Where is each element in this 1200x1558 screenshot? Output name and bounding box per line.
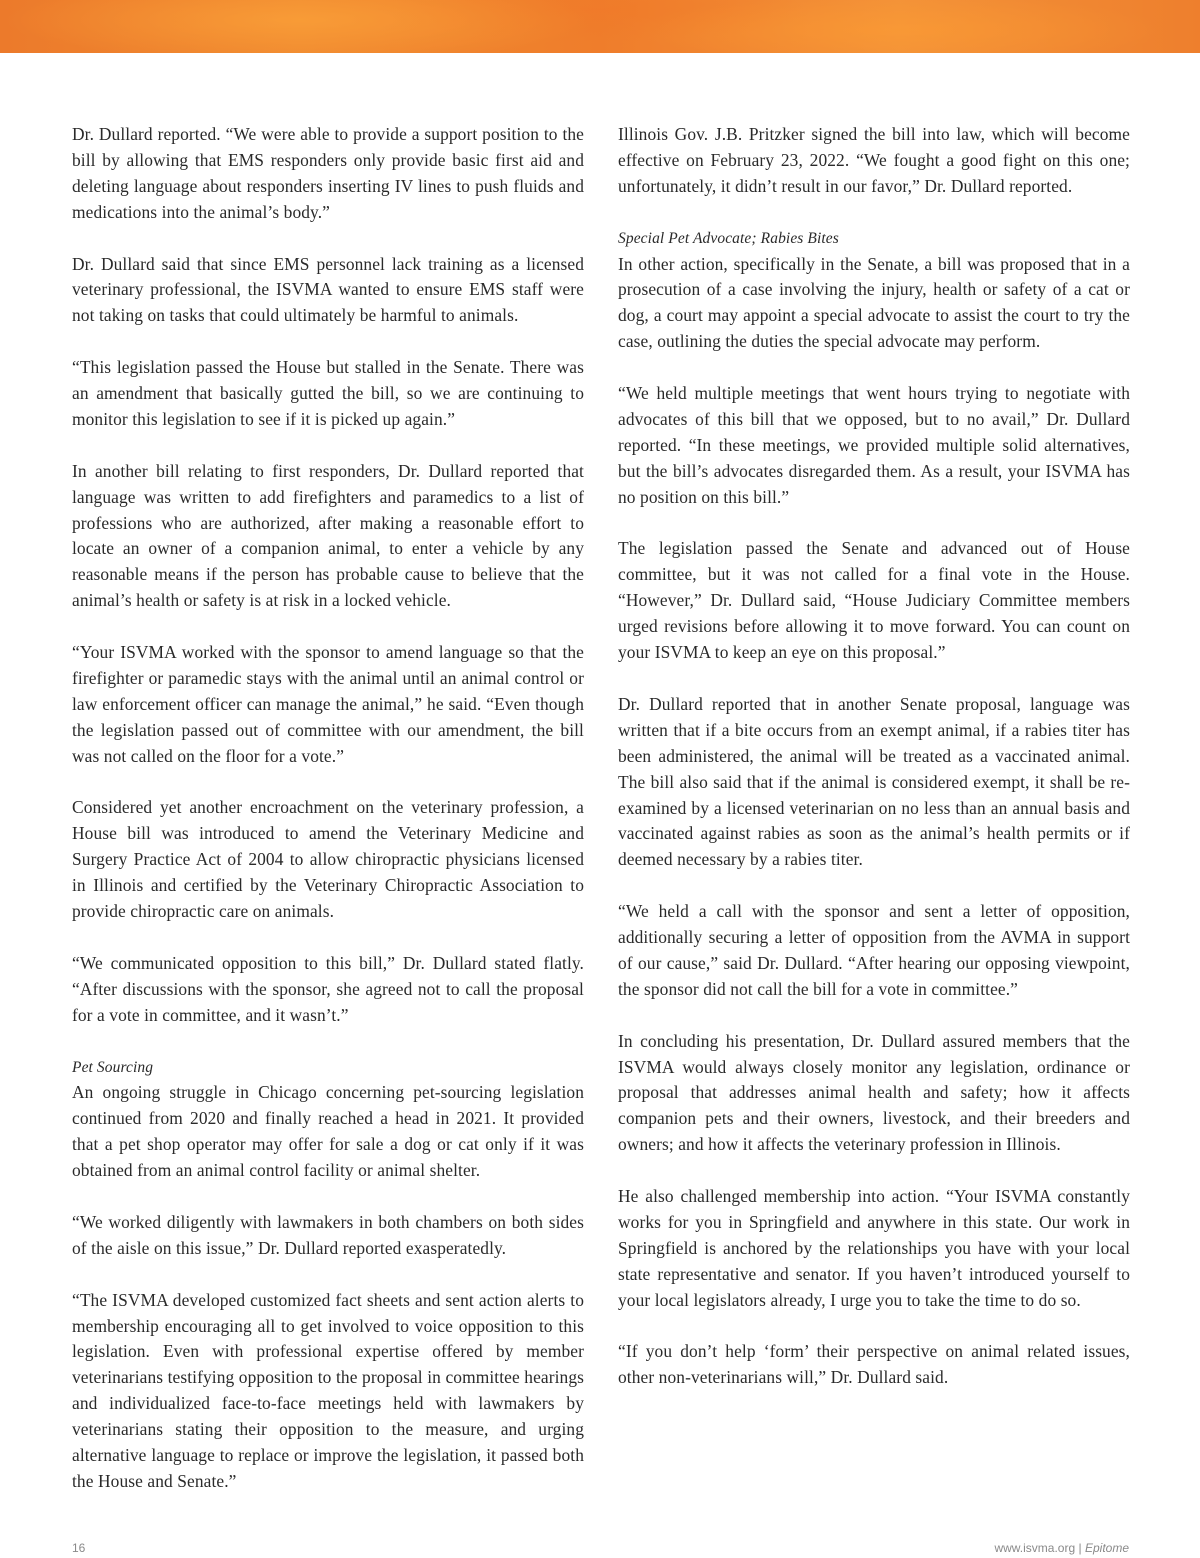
footer-site: www.isvma.org <box>994 1541 1076 1555</box>
article-paragraph: Dr. Dullard said that since EMS personnel lack training as a licensed veterinary professional, the ISVMA wanted to ensure EMS staff were not taking on tasks that could ultimately be harmful to animals. <box>72 253 584 326</box>
article-paragraph: Dr. Dullard reported that in another Senate proposal, language was written that if a bite occurs from an exempt animal, if a rabies titer has been administered, the animal will be treated as a vaccinated animal. The bill also said that if the animal is considered exempt, it shall be re-examined by a licensed veterinarian on no less than an annual basis and vaccinated against rabies as soon as the animal’s health permits or if deemed necessary by a rabies titer. <box>618 693 1130 870</box>
article-paragraph: “We worked diligently with lawmakers in both chambers on both sides of the aisle on this issue,” Dr. Dullard reported exasperatedly. <box>72 1211 584 1258</box>
right-column <box>618 122 1130 1391</box>
article-paragraph: Considered yet another encroachment on the veterinary profession, a House bill was introduced to amend the Veterinary Medicine and Surgery Practice Act of 2004 to allow chiropractic physicians licensed in Illinois and certified by the Veterinary Chiropractic Association to provide chiropractic care on animals. <box>72 797 584 922</box>
article-paragraph: “The ISVMA developed customized fact sheets and sent action alerts to membership encouraging all to get involved to voice opposition to this legislation. Even with professional expertise offered by member veterinarians testifying opposition to the proposal in committee hearings and individualized face-to-face meetings held with lawmakers by veterinarians stating their opposition to the measure, and urging alternative language to replace or improve the legislation, it passed both the House and Senate.” <box>72 1289 584 1491</box>
page-number: 16 <box>72 1541 86 1555</box>
article-paragraph: “We communicated opposition to this bill,” Dr. Dullard stated flatly. “After discussions with the sponsor, she agreed not to call the proposal for a vote in committee, and it wasn’t.” <box>72 952 584 1025</box>
article-paragraph: In concluding his presentation, Dr. Dullard assured members that the ISVMA would always closely monitor any legislation, ordinance or proposal that addresses animal health and safety; how it affects companion pets and their owners, livestock, and their breeders and owners; and how it affects the veterinary profession in Illinois. <box>618 1030 1130 1155</box>
article-paragraph: “We held a call with the sponsor and sent a letter of opposition, additionally securing a letter of opposition from the AVMA in support of our cause,” said Dr. Dullard. “After hearing our opposing viewpoint, the sponsor did not call the bill for a vote in committee.” <box>618 901 1130 999</box>
left-column <box>72 122 584 1495</box>
article-paragraph: The legislation passed the Senate and advanced out of House committee, but it was not called for a final vote in the House. “However,” Dr. Dullard said, “House Judiciary Committee members urged revisions before allowing it to move forward. You can count on your ISVMA to keep an eye on this proposal.” <box>618 538 1130 663</box>
article-paragraph: Dr. Dullard reported. “We were able to provide a support position to the bill by allowing that EMS responders only provide basic first aid and deleting language about responders inserting IV lines to push fluids and medications into the animal’s body.” <box>72 124 584 222</box>
article-paragraph: “If you don’t help ‘form’ their perspective on animal related issues, other non-veterinarians will,” Dr. Dullard said. <box>618 1341 1130 1388</box>
footer-credit <box>994 1541 1129 1555</box>
article-paragraph: Illinois Gov. J.B. Pritzker signed the bill into law, which will become effective on February 23, 2022. “We fought a good fight on this one; unfortunately, it didn’t result in our favor,” Dr. Dullard reported. <box>618 124 1130 196</box>
article-paragraph: “Your ISVMA worked with the sponsor to amend language so that the firefighter or paramedic stays with the animal until an animal control or law enforcement officer can manage the animal,” he said. “Even though the legislation passed out of committee with our amendment, the bill was not called on the floor for a vote.” <box>72 642 584 766</box>
article-paragraph: He also challenged membership into action. “Your ISVMA constantly works for you in Springfield and anywhere in this state. Our work in Springfield is anchored by the relationships you have with your local state representative and senator. If you haven’t introduced yourself to your local legislators already, I urge you to take the time to do so. <box>618 1186 1130 1310</box>
section-subheading: Pet Sourcing <box>72 1058 154 1076</box>
footer-separator: | <box>1078 1541 1082 1555</box>
article-paragraph: “This legislation passed the House but stalled in the Senate. There was an amendment that basically gutted the bill, so we are continuing to monitor this legislation to see if it is picked up again.” <box>72 357 584 429</box>
article-paragraph: “We held multiple meetings that went hours trying to negotiate with advocates of this bill that we opposed, but to no avail,” Dr. Dullard reported. “In these meetings, we provided multiple solid alternatives, but the bill’s advocates disregarded them. As a result, your ISVMA has no position on this bill.” <box>618 383 1130 507</box>
footer-publication: Epitome <box>1084 1541 1129 1555</box>
article-paragraph: In other action, specifically in the Senate, a bill was proposed that in a prosecution of a case involving the injury, health or safety of a cat or dog, a court may appoint a special advocate to assist the court to try the case, outlining the duties the special advocate may perform. <box>618 253 1130 352</box>
article-paragraph: An ongoing struggle in Chicago concerning pet-sourcing legislation continued from 2020 and finally reached a head in 2021. It provided that a pet shop operator may offer for sale a dog or cat only if it was obtained from an animal control facility or animal shelter. <box>72 1082 584 1181</box>
section-subheading: Special Pet Advocate; Rabies Bites <box>618 229 839 247</box>
top-banner <box>0 0 1200 53</box>
article-paragraph: In another bill relating to first responders, Dr. Dullard reported that language was written to add firefighters and paramedics to a list of professions who are authorized, after making a reasonable effort to locate an owner of a companion animal, to enter a vehicle by any reasonable means if the person has probable cause to believe that the animal’s health or safety is at risk in a locked vehicle. <box>72 460 584 611</box>
